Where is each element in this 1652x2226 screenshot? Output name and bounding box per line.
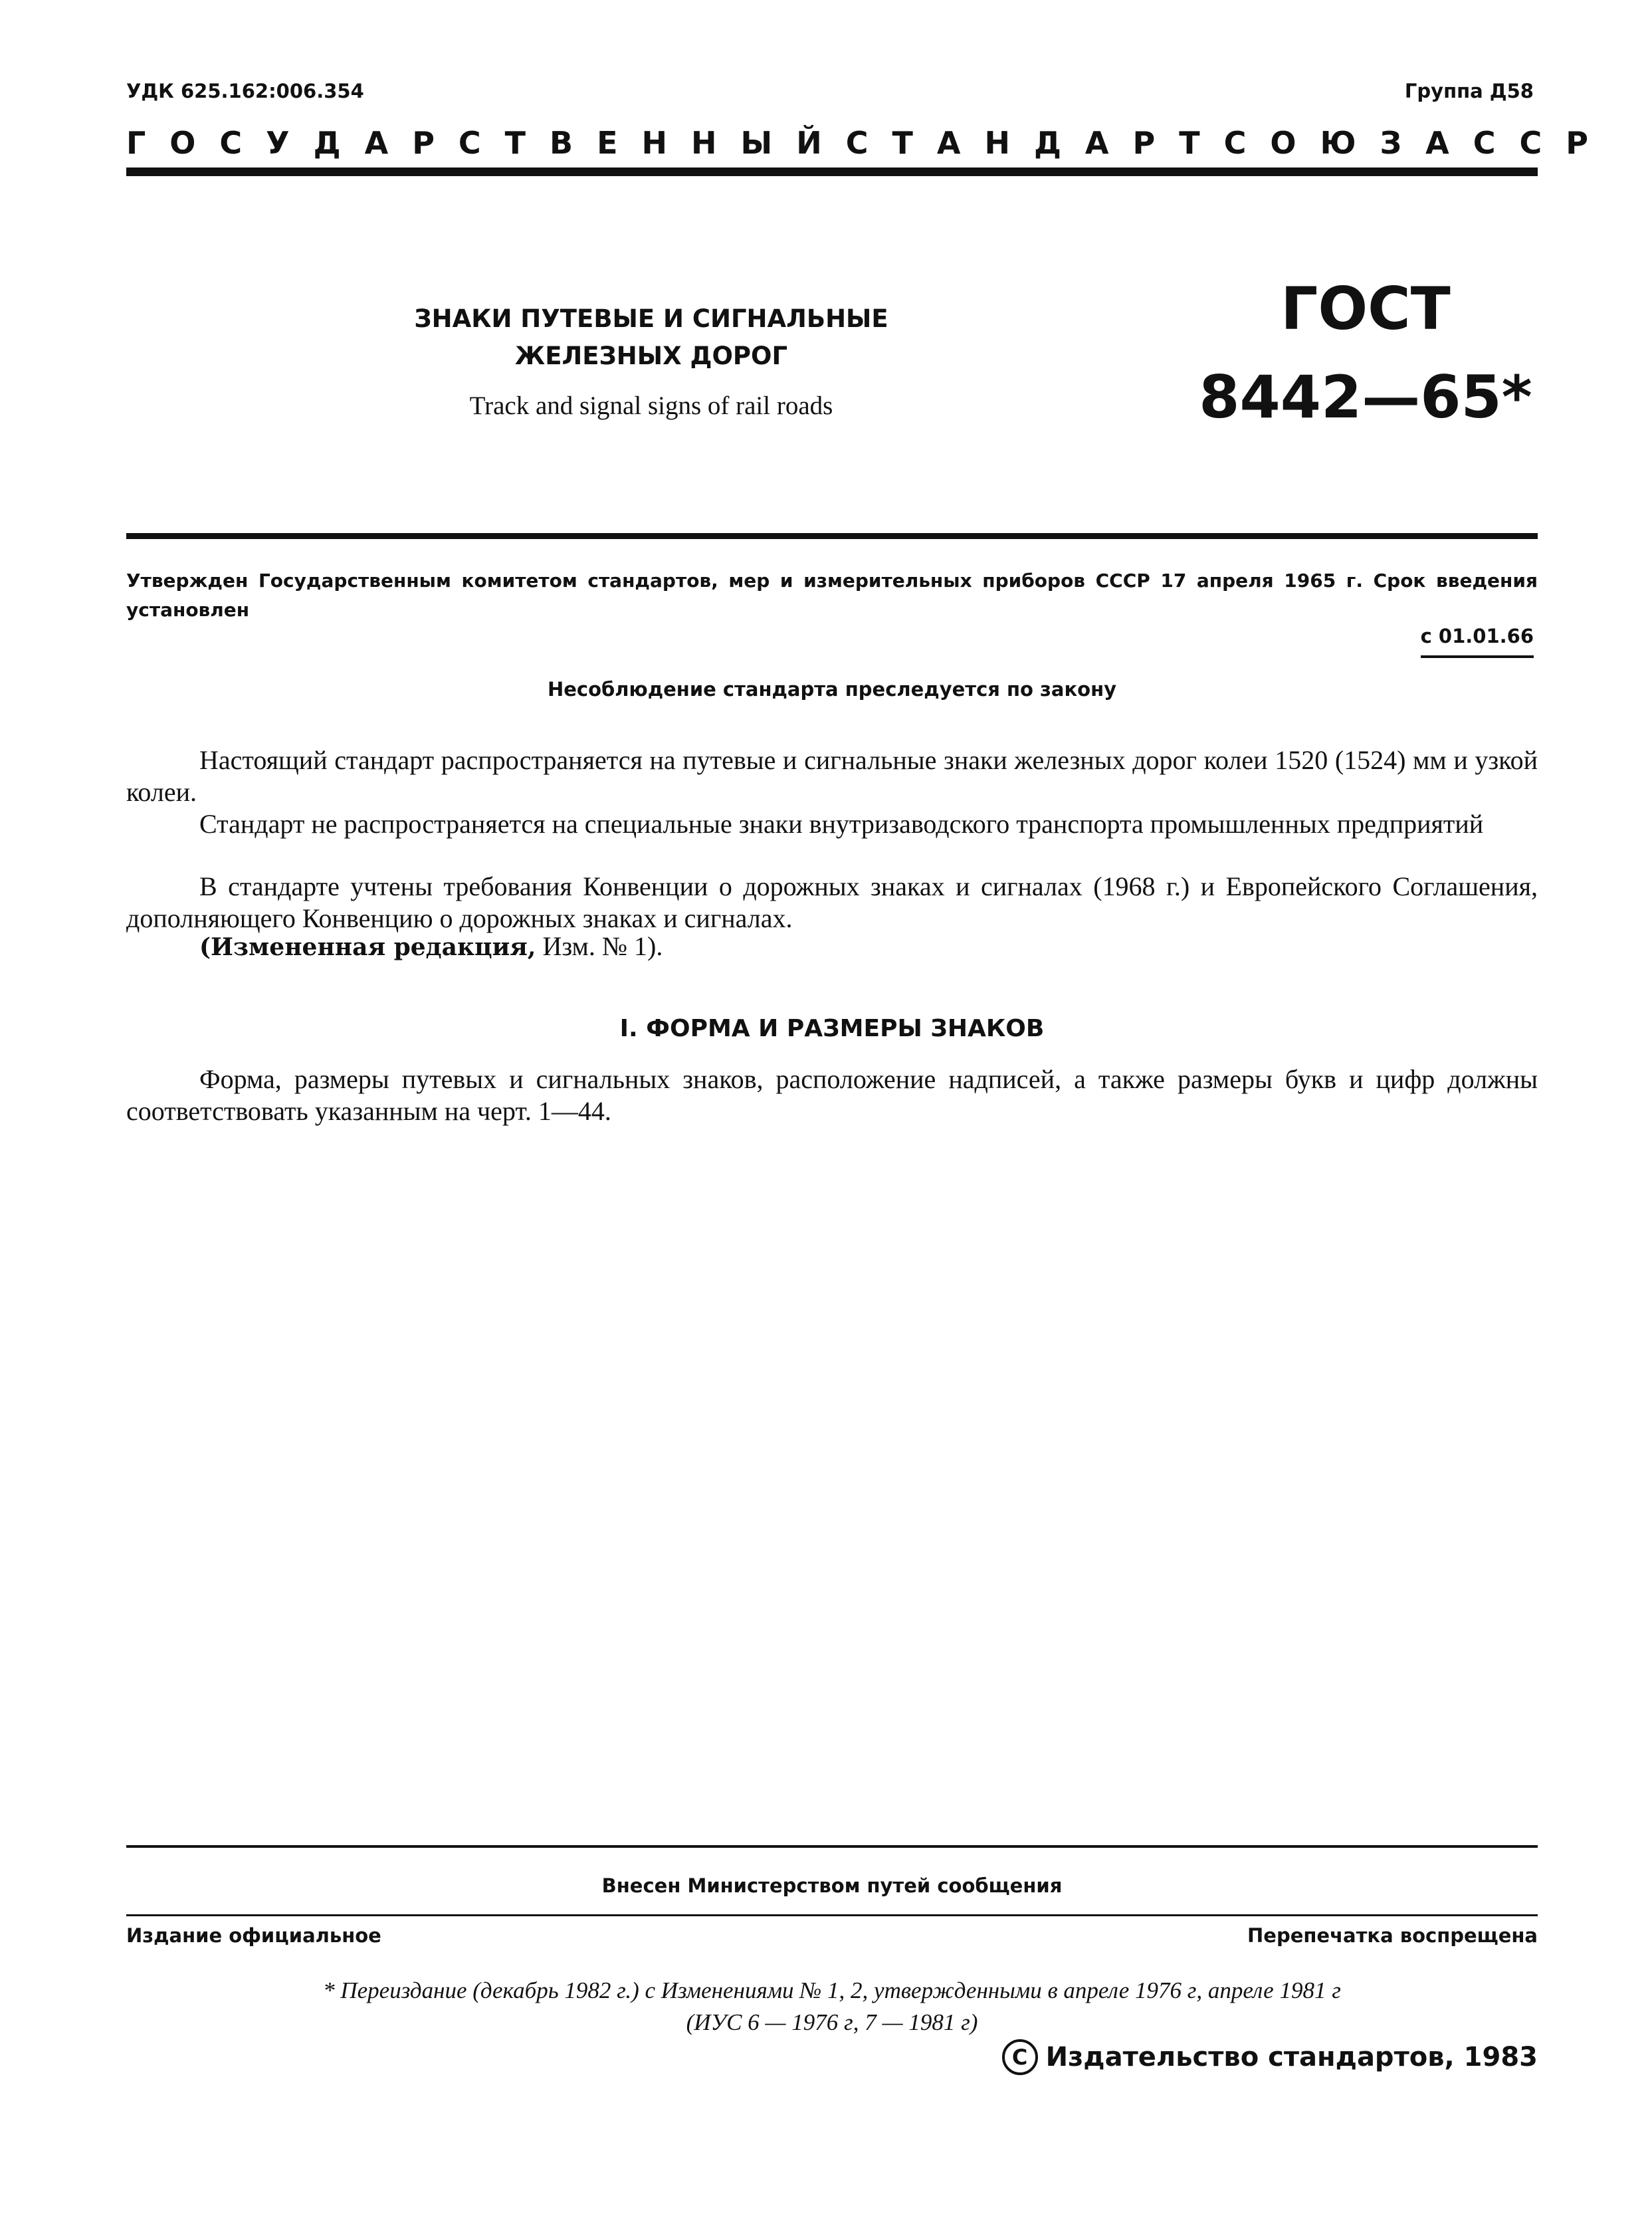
section-title: I. ФОРМА И РАЗМЕРЫ ЗНАКОВ (619, 1015, 1045, 1042)
convention-paragraph: В стандарте учтены требования Конвенции о дорожных знаках и сигналах (1968 г.) и Европейского Соглашения, дополняющего Конвенцию о дорожных знаках и сигналах. (126, 871, 1538, 933)
banner-word: СОЮЗА (1223, 125, 1473, 161)
title-line-2: ЖЕЛЕЗНЫХ ДОРОГ (514, 342, 788, 370)
gost-number: 8442—65* (1199, 363, 1532, 431)
official-edition: Издание официальное (126, 1924, 381, 1947)
banner-word: СТАНДАРТ (845, 125, 1224, 161)
amendment-note-rest: Изм. № 1). (536, 931, 663, 961)
exclusion-paragraph: Стандарт не распространяется на специальные знаки внутризаводского транспорта промышленных предприятий (199, 809, 1484, 839)
group-code: Группа Д58 (1404, 80, 1534, 102)
scope-paragraph: Настоящий стандарт распространяется на путевые и сигнальные знаки железных дорог колеи 1520 (1524) мм и узкой колеи. (126, 745, 1538, 807)
footer-rule-2 (126, 1914, 1538, 1916)
footer-rule (126, 1845, 1538, 1848)
reprint-prohibited: Перепечатка воспрещена (1247, 1924, 1538, 1947)
title-rule (126, 533, 1538, 539)
banner-word: ССР (1473, 125, 1612, 161)
effective-date: с 01.01.66 (1421, 625, 1534, 658)
title-line-1: ЗНАКИ ПУТЕВЫЕ И СИГНАЛЬНЫЕ (414, 304, 888, 333)
amendment-note-bold: (Измененная редакция, (199, 933, 536, 961)
header-rule (126, 167, 1538, 176)
copyright-text: Издательство стандартов, 1983 (1045, 2042, 1538, 2072)
state-standard-banner (126, 120, 1612, 166)
udk-code: УДК 625.162:006.354 (126, 80, 364, 102)
banner-word: ГОСУДАРСТВЕННЫЙ (126, 125, 846, 161)
approval-statement: Утвержден Государственным комитетом стандартов, мер и измерительных приборов СССР 17 апреля 1965 г. Срок введения установлен (126, 570, 1538, 621)
section-paragraph: Форма, размеры путевых и сигнальных знаков, расположение надписей, а также размеры букв и цифр должны соответствовать указанным на черт. 1—44. (126, 1064, 1538, 1126)
title-russian (352, 300, 950, 375)
copyright-icon: C (1002, 2039, 1038, 2075)
reissue-footnote-ius: (ИУС 6 — 1976 г, 7 — 1981 г) (686, 2009, 978, 2035)
copyright (1002, 2039, 1538, 2075)
penalty-notice: Несоблюдение стандарта преследуется по закону (547, 678, 1117, 701)
amendment-note (126, 931, 1538, 963)
introduced-by: Внесен Министерством путей сообщения (601, 1874, 1063, 1897)
gost-label: ГОСТ (1281, 275, 1451, 343)
reissue-footnote: * Переиздание (декабрь 1982 г.) с Изменениями № 1, 2, утвержденными в апреле 1976 г, апреле 1981 г (323, 1977, 1341, 2003)
title-english: Track and signal signs of rail roads (469, 391, 833, 420)
